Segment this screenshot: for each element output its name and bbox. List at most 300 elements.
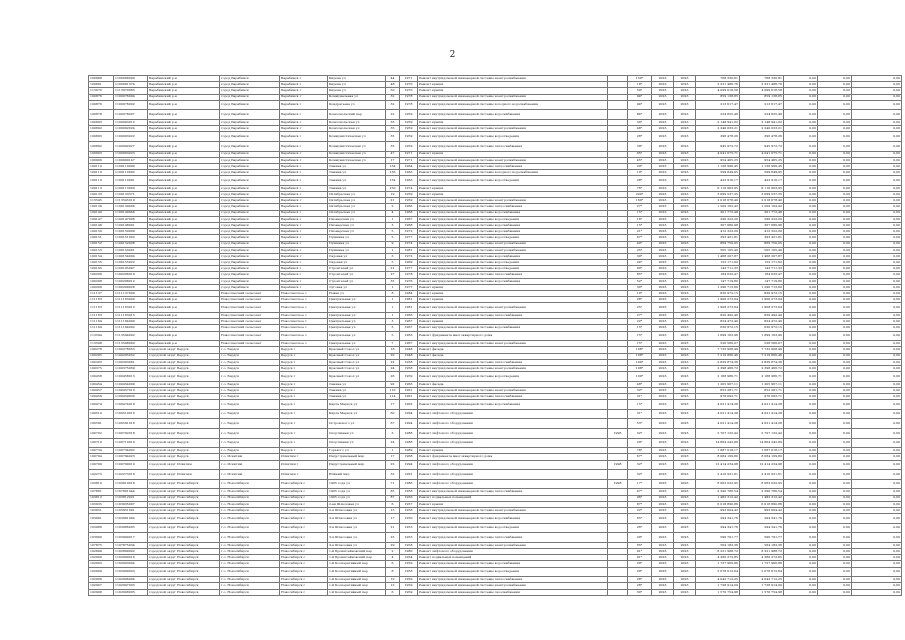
cell-municipality: городской округ Новосибирск [148,514,220,524]
cell-done-year: 2023 [674,198,696,204]
cell-cost-actual: 852 281,71 [740,387,784,393]
cell-scope: 209* [628,192,652,198]
cell-scope: 15* [628,210,652,216]
cell-v1: 0,00 [784,479,818,489]
cell-row-id: 100110 [89,176,114,186]
cell-v2: 0,00 [818,353,852,359]
cell-year: 1994 [400,419,418,429]
table-row [89,567,902,577]
cell-done-year: 2023 [674,589,696,595]
cell-street: Южный мкр [328,470,386,480]
cell-v1: 0,00 [784,185,818,191]
cell-plan-year: 2023 [652,555,674,561]
cell-year: 1967 [400,319,418,325]
cell-street: Горького ул [328,448,386,454]
cell-scope: 10* [628,291,652,297]
cell-code: 1103986005 [114,523,148,533]
cell-v3: 0,00 [852,235,902,241]
cell-house: 114 [386,394,400,400]
cell-house: 9 [386,241,400,247]
cell-code: 1100148001 [114,222,148,228]
cell-v1: 0,00 [784,303,818,313]
cell-code: 1100155022 [114,260,148,266]
cell-v2: 0,00 [818,141,852,151]
cell-plan-year: 2023 [652,438,674,448]
cell-v1: 0,00 [784,561,818,567]
cell-cost-actual: 564 183,36 [740,542,784,548]
cell-v3: 0,00 [852,119,902,125]
cell-work-type: Ремонт внутридомовой инженерной системы водоотведения [418,266,608,272]
cell-plan-year: 2023 [652,429,674,439]
cell-done-year: 2023 [674,176,696,186]
cell-cost: 526 580,07 [696,341,740,347]
cell-cost: 4 021 414,28 [696,419,740,429]
cell-street: Кирова ул [328,82,386,88]
cell-plan-year: 2023 [652,470,674,480]
cell-municipality: городской округ Бердск [148,454,220,460]
cell-settlement: Новосибирск г [280,479,328,489]
cell-v1: 0,00 [784,341,818,347]
cell-scope: 94* [628,100,652,110]
cell-code: 1100151002 [114,235,148,241]
cell-v3: 0,00 [852,454,902,460]
cell-year: 1971 [400,151,418,157]
cell-scope: 15* [628,222,652,228]
cell-year: 1988 [400,438,418,448]
cell-cost: 630 972,15 [696,325,740,331]
cell-done-year: 2023 [674,297,696,303]
cell-v3: 0,00 [852,561,902,567]
cell-year: 1963 [400,381,418,387]
cell-cost: 820 492,40 [696,313,740,319]
cell-plan-year: 2023 [652,110,674,120]
cell-row-id: 111163 [89,313,114,319]
cell-row-id: 100454 [89,381,114,387]
cell-plan-year: 2023 [652,291,674,297]
cell-v1: 0,00 [784,82,818,88]
cell-settlement-type: город Барабинск [220,94,280,100]
cell-v3: 0,00 [852,583,902,589]
cell-plan-year: 2023 [652,372,674,382]
cell-house: 48 [386,82,400,88]
cell-street: Красный Сокол ул [328,365,386,371]
cell-v3: 0,00 [852,272,902,278]
cell-v3: 0,00 [852,470,902,480]
cell-cost: 1 296 713,60 [696,284,740,290]
cell-work-type: Ремонт крыши [418,501,608,507]
cell-cost-actual: 2 290 786,54 [740,489,784,495]
cell-plan-year: 2023 [652,313,674,319]
cell-year: 1956 [400,495,418,501]
cell-extra [608,419,628,429]
cell-street: Пионерская ул [328,229,386,235]
cell-settlement-type: город Барабинск [220,176,280,186]
cell-work-type: Ремонт внутридомовой инженерной системы электроснабжения [418,241,608,247]
cell-plan-year: 2023 [652,353,674,359]
cell-scope: 22* [628,507,652,513]
cell-v1: 0,00 [784,567,818,577]
cell-code: 1100799019 [114,460,148,470]
cell-municipality: городской округ Бердск [148,365,220,371]
cell-plan-year: 2023 [652,319,674,325]
cell-done-year: 2023 [674,542,696,548]
cell-year: 1978 [400,272,418,278]
cell-year: 1974 [400,185,418,191]
register-table-body [89,76,902,596]
cell-v3: 0,00 [852,353,902,359]
cell-year: 1963 [400,170,418,176]
cell-row-id: 100892 [89,126,114,132]
cell-done-year: 2023 [674,489,696,495]
cell-code: 1100209028 [114,284,148,290]
cell-cost-actual: 3 699 537,35 [740,192,784,198]
cell-v1: 0,00 [784,577,818,583]
cell-row-id: 100903 [89,151,114,157]
cell-row-id: 100710 [89,438,114,448]
cell-house: 136 [386,170,400,176]
cell-row-id: 100139 [89,204,114,210]
cell-year: 1978 [400,100,418,110]
cell-municipality: Барабинский р-н [148,76,220,82]
cell-v2: 0,00 [818,533,852,543]
cell-v1: 0,00 [784,284,818,290]
cell-scope: 109* [628,372,652,382]
cell-settlement-type: г.о. Бердск [220,347,280,353]
cell-v1: 0,00 [784,489,818,495]
cell-year: 1977 [400,266,418,272]
cell-house: 6 [386,501,400,507]
cell-scope: 48* [628,126,652,132]
cell-v1: 0,00 [784,204,818,210]
cell-street: 1-й Кооперативный пер [328,589,386,595]
cell-v2: 0,00 [818,347,852,353]
cell-work-type: Ремонт крыши [418,192,608,198]
cell-v1: 0,00 [784,272,818,278]
cell-done-year: 2023 [674,460,696,470]
cell-work-type: Ремонт крыши [418,297,608,303]
cell-work-type: Ремонт внутридомовой инженерной системы электроснабжения [418,583,608,589]
cell-cost: 294 341,76 [696,523,740,533]
cell-cost: 1 128 996,45 [696,163,740,169]
cell-settlement-type: г.о. Бердск [220,429,280,439]
cell-done-year: 2023 [674,533,696,543]
cell-cost: 396 478,26 [696,132,740,142]
cell-v1: 0,00 [784,419,818,429]
cell-municipality: городской округ Новосибирск [148,489,220,495]
cell-settlement-type: город Барабинск [220,82,280,88]
cell-v1: 0,00 [784,542,818,548]
table-row [89,331,902,341]
cell-municipality: Барабинский р-н [148,126,220,132]
cell-cost: 1 570 754,98 [696,589,740,595]
cell-settlement-type: г.о. Новосибирск [220,561,280,567]
cell-street: Центральная ул [328,303,386,313]
cell-scope: 16* [628,216,652,222]
cell-v3: 0,00 [852,589,902,595]
cell-plan-year: 2023 [652,514,674,524]
cell-street: Садовая ул [328,260,386,266]
cell-plan-year: 2023 [652,284,674,290]
cell-cost: 2 410 931,61 [696,470,740,480]
cell-year: 1959 [400,110,418,120]
cell-done-year: 2023 [674,394,696,400]
cell-year: 1954 [400,555,418,561]
cell-house: 35 [386,132,400,142]
cell-settlement-type: г.о. Новосибирск [220,555,280,561]
cell-street: Центральная ул [328,313,386,319]
cell-v2: 0,00 [818,438,852,448]
cell-house: 1 [386,303,400,313]
cell-v3: 0,00 [852,387,902,393]
cell-work-type: Ремонт внутридомовой инженерной системы водоотведения [418,523,608,533]
cell-done-year: 2023 [674,507,696,513]
cell-settlement: Барабинск г [280,176,328,186]
cell-code: 1100092027 [114,141,148,151]
cell-work-type: Ремонт внутридомовой инженерной системы электроснабжения [418,365,608,371]
cell-plan-year: 2023 [652,198,674,204]
cell-municipality: городской округ Бердск [148,394,220,400]
cell-cost-actual: 307 680,98 [740,222,784,228]
cell-v2: 0,00 [818,222,852,228]
cell-settlement-type: г.о. Бердск [220,400,280,410]
cell-street: 1-й Кооперативный пер [328,583,386,589]
cell-work-type: Ремонт крыши [418,151,608,157]
cell-code: 1100092024 [114,126,148,132]
cell-cost-actual: 1 205 967,11 [740,381,784,387]
cell-v3: 0,00 [852,507,902,513]
cell-cost-actual: 1 570 754,98 [740,589,784,595]
cell-settlement-type: г.о. Новосибирск [220,514,280,524]
cell-cost: 296 322,20 [696,216,740,222]
cell-year: 1963 [400,176,418,186]
cell-municipality: городской округ Бердск [148,429,220,439]
cell-v3: 0,00 [852,577,902,583]
cell-done-year: 2023 [674,253,696,259]
cell-house: 35 [386,278,400,284]
cell-house: 85 [386,489,400,495]
cell-cost: 596 791,77 [696,533,740,543]
cell-plan-year: 2023 [652,331,674,341]
cell-code: 1111163015 [114,313,148,319]
cell-settlement-type: г.о. Новосибирск [220,523,280,533]
cell-house: 3 [386,325,400,331]
cell-settlement: Новоспасское с [280,303,328,313]
cell-row-id: 100375 [89,365,114,371]
cell-extra [608,514,628,524]
cell-done-year: 2023 [674,523,696,533]
cell-cost-actual: 1 728 914,09 [740,583,784,589]
cell-cost-actual: 526 580,07 [740,341,784,347]
cell-row-id: 100110 [89,170,114,176]
cell-plan-year: 2023 [652,241,674,247]
cell-municipality: Барабинский р-н [148,119,220,125]
cell-code: 1111137000 [114,291,148,297]
cell-v2: 0,00 [818,372,852,382]
cell-cost-actual: 14 864 242,89 [740,438,784,448]
cell-done-year: 2023 [674,365,696,371]
cell-code: 1100093012 [114,119,148,125]
cell-v2: 0,00 [818,542,852,548]
cell-v1: 0,00 [784,365,818,371]
cell-row-id: 100133 [89,192,114,198]
cell-cost: 147 719,80 [696,278,740,284]
cell-code: 1103990017 [114,533,148,543]
cell-cost: 976 093,71 [696,394,740,400]
cell-cost: 184 032,47 [696,272,740,278]
cell-row-id: 100110 [89,163,114,169]
cell-extra [608,523,628,533]
cell-scope: 28* [628,176,652,186]
cell-year: 1953 [400,523,418,533]
cell-plan-year: 2023 [652,266,674,272]
cell-plan-year: 2023 [652,222,674,228]
cell-scope: 19* [628,170,652,176]
cell-code: 1103935007 [114,501,148,507]
cell-v2: 0,00 [818,204,852,210]
cell-municipality: Барабинский р-н [148,94,220,100]
cell-year: 1959 [400,126,418,132]
cell-plan-year: 2023 [652,542,674,548]
cell-street: Центральная ул [328,341,386,347]
cell-v2: 0,00 [818,583,852,589]
cell-scope: 29* [628,567,652,577]
cell-v2: 0,00 [818,76,852,82]
cell-done-year: 2023 [674,303,696,313]
cell-cost: 3 699 537,35 [696,192,740,198]
cell-street: Строителей ул [328,278,386,284]
cell-row-id: 103812 [89,495,114,501]
cell-cost-actual: 954 465,25 [740,157,784,163]
cell-plan-year: 2023 [652,100,674,110]
cell-done-year: 2023 [674,577,696,583]
cell-house: 32 [386,100,400,110]
cell-row-id: 100155 [89,260,114,266]
cell-settlement: Новосибирск г [280,489,328,495]
cell-plan-year: 2023 [652,495,674,501]
cell-municipality: городской округ Искитим [148,460,220,470]
cell-row-id: 102907 [89,583,114,589]
cell-municipality: Барабинский р-н [148,260,220,266]
cell-row-id: 102900 [89,555,114,561]
cell-year: 1959 [400,589,418,595]
cell-v1: 0,00 [784,438,818,448]
cell-street: Ленина ул [328,163,386,169]
cell-year: 1959 [400,577,418,583]
cell-work-type: Ремонт внутридомовой инженерной системы холодного водоснабжения [418,170,608,176]
cell-cost: 412 322,20 [696,229,740,235]
cell-v1: 0,00 [784,514,818,524]
cell-house: 10 [386,577,400,583]
cell-settlement: Новосибирск г [280,589,328,595]
cell-done-year: 2023 [674,247,696,253]
cell-cost: 14 864 242,89 [696,438,740,448]
cell-settlement: Новосибирск г [280,533,328,543]
cell-municipality: городской округ Новосибирск [148,583,220,589]
cell-cost-actual: 4 099 618,58 [740,88,784,94]
cell-v2: 0,00 [818,278,852,284]
cell-work-type: Ремонт внутридомовой инженерной системы водоснабжения [418,253,608,259]
cell-code: 1100110091 [114,176,148,186]
cell-municipality: городской округ Бердск [148,438,220,448]
cell-scope: 65* [628,514,652,524]
cell-v3: 0,00 [852,278,902,284]
cell-year: 1984 [400,291,418,297]
cell-settlement: Барабинск г [280,126,328,132]
cell-settlement: Новосибирск г [280,549,328,555]
cell-street: Октябрьская ул [328,210,386,216]
cell-municipality: Барабинский р-н [148,247,220,253]
cell-v1: 0,00 [784,163,818,169]
cell-house: 24 [386,365,400,371]
cell-work-type: Ремонт внутридомовой инженерной системы теплоснабжения [418,533,608,543]
cell-code: 1102899002 [114,549,148,555]
cell-v2: 0,00 [818,110,852,120]
cell-v3: 0,00 [852,297,902,303]
cell-settlement: Новоспасское с [280,297,328,303]
cell-municipality: Барабинский р-н [148,157,220,163]
cell-street: Строителей ул [328,272,386,278]
cell-municipality: Барабинский р-н [148,216,220,222]
cell-cost-actual: 143 711,33 [740,266,784,272]
cell-municipality: городской округ Бердск [148,372,220,382]
cell-plan-year: 2023 [652,157,674,163]
cell-settlement: Барабинск г [280,141,328,151]
cell-cost-actual: 8 084 169,80 [740,454,784,460]
cell-settlement: Барабинск г [280,235,328,241]
cell-v2: 0,00 [818,419,852,429]
cell-house: 4 [386,210,400,216]
table-row [89,132,902,142]
cell-settlement: Новосибирск г [280,507,328,513]
cell-row-id: 100893 [89,119,114,125]
cell-settlement: Новосибирск г [280,577,328,583]
cell-code: 1100375069 [114,365,148,371]
cell-settlement-type: город Барабинск [220,157,280,163]
cell-scope: 31* [628,409,652,419]
cell-plan-year: 2023 [652,400,674,410]
cell-v1: 0,00 [784,192,818,198]
cell-v3: 0,00 [852,409,902,419]
cell-year: 1961 [400,394,418,400]
cell-cost-actual: 422 916,17 [740,176,784,186]
cell-done-year: 2023 [674,419,696,429]
cell-year: 1959 [400,372,418,382]
cell-street: Пионерская ул [328,222,386,228]
table-row [89,429,902,439]
cell-v2: 0,00 [818,400,852,410]
cell-code: 1102903004 [114,561,148,567]
cell-year: 1978 [400,94,418,100]
cell-street: Пушкина ул [328,247,386,253]
cell-row-id: 100151 [89,235,114,241]
cell-scope: 28* [628,132,652,142]
cell-v1: 0,00 [784,210,818,216]
cell-cost: 12 414 234,98 [696,460,740,470]
cell-settlement: Новосибирск г [280,567,328,577]
cell-house: 5 [386,260,400,266]
cell-municipality: Барабинский р-н [148,192,220,198]
cell-v1: 0,00 [784,583,818,589]
cell-plan-year: 2023 [652,501,674,507]
cell-row-id: 111164 [89,325,114,331]
cell-street: Коммунальная ул [328,94,386,100]
cell-row-id: 100113 [89,185,114,191]
cell-code: 1100457010 [114,387,148,393]
cell-work-type: Ремонт лифтового оборудования [418,409,608,419]
cell-municipality: Барабинский р-н [148,141,220,151]
cell-work-type: Ремонт крыши [418,119,608,125]
cell-year: 1966 [400,204,418,210]
